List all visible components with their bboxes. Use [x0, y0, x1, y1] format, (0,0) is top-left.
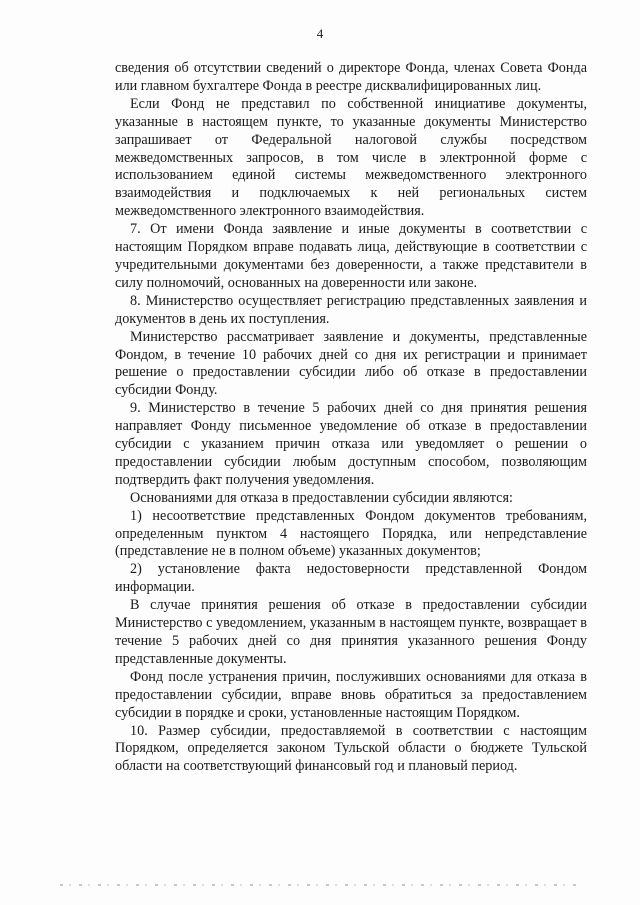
scan-artifact-line [60, 884, 580, 886]
paragraph-refusal-ground-2: 2) установление факта недостоверности представленной Фондом информации. [115, 561, 587, 596]
document-body [115, 60, 587, 776]
paragraph-return-documents: В случае принятия решения об отказе в предоставлении субсидии Министерство с уведомлением, указанным в настоящем пункте, возвращает в течение 5 рабочих дней со дня принятия указанного решения Фонду представленные документы. [115, 597, 587, 667]
paragraph-review: Министерство рассматривает заявление и документы, представленные Фондом, в течение 10 рабочих дней со дня их регистрации и принимает решение о предоставлении субсидии либо об отказе в предоставлении субсидии Фонду. [115, 328, 587, 399]
paragraph-refusal-grounds-intro: Основаниями для отказа в предоставлении субсидии являются: [130, 489, 513, 506]
paragraph-item-8: 8. Министерство осуществляет регистрацию представленных заявления и документов в день их поступления. [115, 292, 587, 327]
paragraph-refusal-ground-1: 1) несоответствие представленных Фондом документов требованиям, определенным пунктом 4 настоящего Порядка, или непредставление (представление не в полном объеме) указанных документов; [115, 507, 587, 560]
paragraph-reapply: Фонд после устранения причин, послуживших основаниями для отказа в предоставлении субсидии, вправе вновь обратиться за предоставлением субсидии в порядке и сроки, установленные настоящим Порядком. [115, 668, 587, 721]
paragraph-item-10: 10. Размер субсидии, предоставляемой в соответствии с настоящим Порядком, определяется законом Тульской области о бюджете Тульской области на соответствующий финансовый год и плановый период. [115, 722, 587, 775]
paragraph-documents-request: Если Фонд не представил по собственной инициативе документы, указанные в настоящем пункте, то указанные документы Министерство запрашивает от Федеральной налоговой службы посредством межведомственных запросов, в том числе в электронной форме с использованием единой системы межведомственного электронного взаимодействия и подключаемых к ней региональных систем межведомственного электронного взаимодействия. [115, 95, 587, 220]
paragraph-continuation: сведения об отсутствии сведений о директоре Фонда, членах Совета Фонда или главном бухгалтере Фонда в реестре дисквалифицированных лиц. [115, 60, 587, 94]
paragraph-item-9: 9. Министерство в течение 5 рабочих дней со дня принятия решения направляет Фонду письменное уведомление об отказе в предоставлении субсидии с указанием причин отказа или уведомляет о решении о предоставлении субсидии любым доступным способом, позволяющим подтвердить факт получения уведомления. [115, 400, 587, 488]
page-number: 4 [316, 26, 324, 41]
paragraph-item-7: 7. От имени Фонда заявление и иные документы в соответствии с настоящим Порядком вправе подавать лица, действующие в соответствии с учредительными документами без доверенности, а также представители в силу полномочий, основанных на доверенности или законе. [115, 221, 587, 291]
